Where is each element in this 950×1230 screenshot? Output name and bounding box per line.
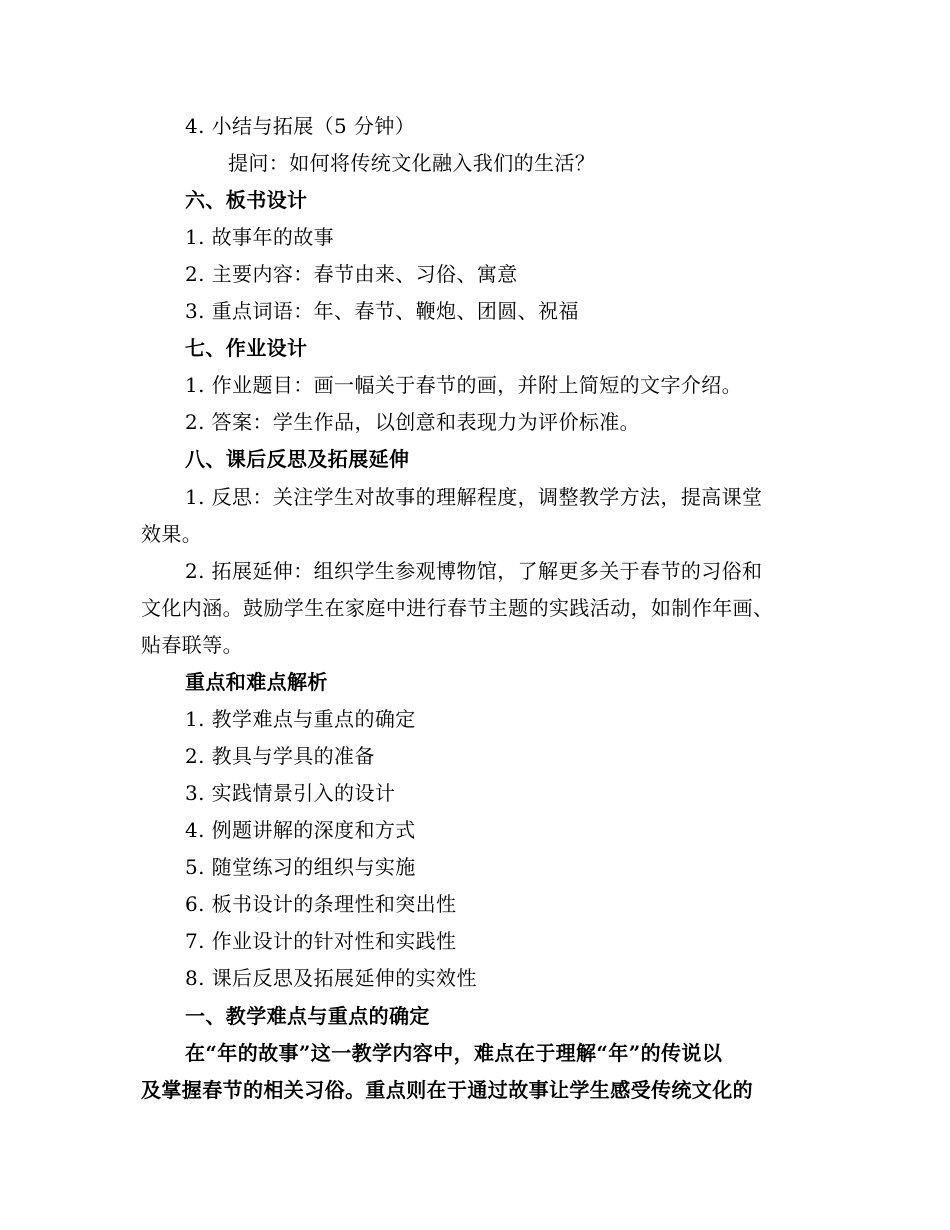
extension-paragraph-line: 贴春联等。 — [141, 633, 243, 657]
board-design-item: 2. 主要内容：春节由来、习俗、寓意 — [185, 262, 518, 286]
key-point-item: 8. 课后反思及拓展延伸的实效性 — [185, 966, 477, 990]
board-design-heading: 六、板书设计 — [185, 188, 308, 212]
section-one-paragraph-line: 在“年的故事”这一教学内容中，难点在于理解“年”的传说以 — [185, 1041, 723, 1065]
section-one-heading: 一、教学难点与重点的确定 — [185, 1004, 430, 1028]
key-point-item: 3. 实践情景引入的设计 — [185, 781, 396, 805]
key-points-heading: 重点和难点解析 — [185, 670, 328, 694]
key-point-item: 2. 教具与学具的准备 — [185, 744, 375, 768]
reflection-paragraph-line: 效果。 — [141, 522, 203, 546]
homework-item: 2. 答案：学生作品，以创意和表现力为评价标准。 — [185, 410, 641, 434]
summary-item: 4. 小结与拓展（5 分钟） — [185, 114, 416, 138]
reflection-paragraph-line: 1. 反思：关注学生对故事的理解程度，调整教学方法，提高课堂 — [185, 485, 763, 509]
summary-question: 提问：如何将传统文化融入我们的生活？ — [228, 151, 596, 175]
key-point-item: 7. 作业设计的针对性和实践性 — [185, 929, 457, 953]
extension-paragraph-line: 2. 拓展延伸：组织学生参观博物馆，了解更多关于春节的习俗和 — [185, 559, 763, 583]
key-point-item: 5. 随堂练习的组织与实施 — [185, 855, 416, 879]
key-point-item: 6. 板书设计的条理性和突出性 — [185, 892, 457, 916]
key-point-item: 4. 例题讲解的深度和方式 — [185, 818, 416, 842]
board-design-item: 1. 故事年的故事 — [185, 225, 335, 249]
homework-heading: 七、作业设计 — [185, 336, 308, 360]
homework-item: 1. 作业题目：画一幅关于春节的画，并附上简短的文字介绍。 — [185, 373, 743, 397]
extension-paragraph-line: 文化内涵。鼓励学生在家庭中进行春节主题的实践活动，如制作年画、 — [141, 596, 774, 620]
reflection-heading: 八、课后反思及拓展延伸 — [185, 447, 410, 471]
section-one-paragraph-line: 及掌握春节的相关习俗。重点则在于通过故事让学生感受传统文化的 — [141, 1078, 753, 1102]
board-design-item: 3. 重点词语：年、春节、鞭炮、团圆、祝福 — [185, 299, 579, 323]
key-point-item: 1. 教学难点与重点的确定 — [185, 707, 416, 731]
